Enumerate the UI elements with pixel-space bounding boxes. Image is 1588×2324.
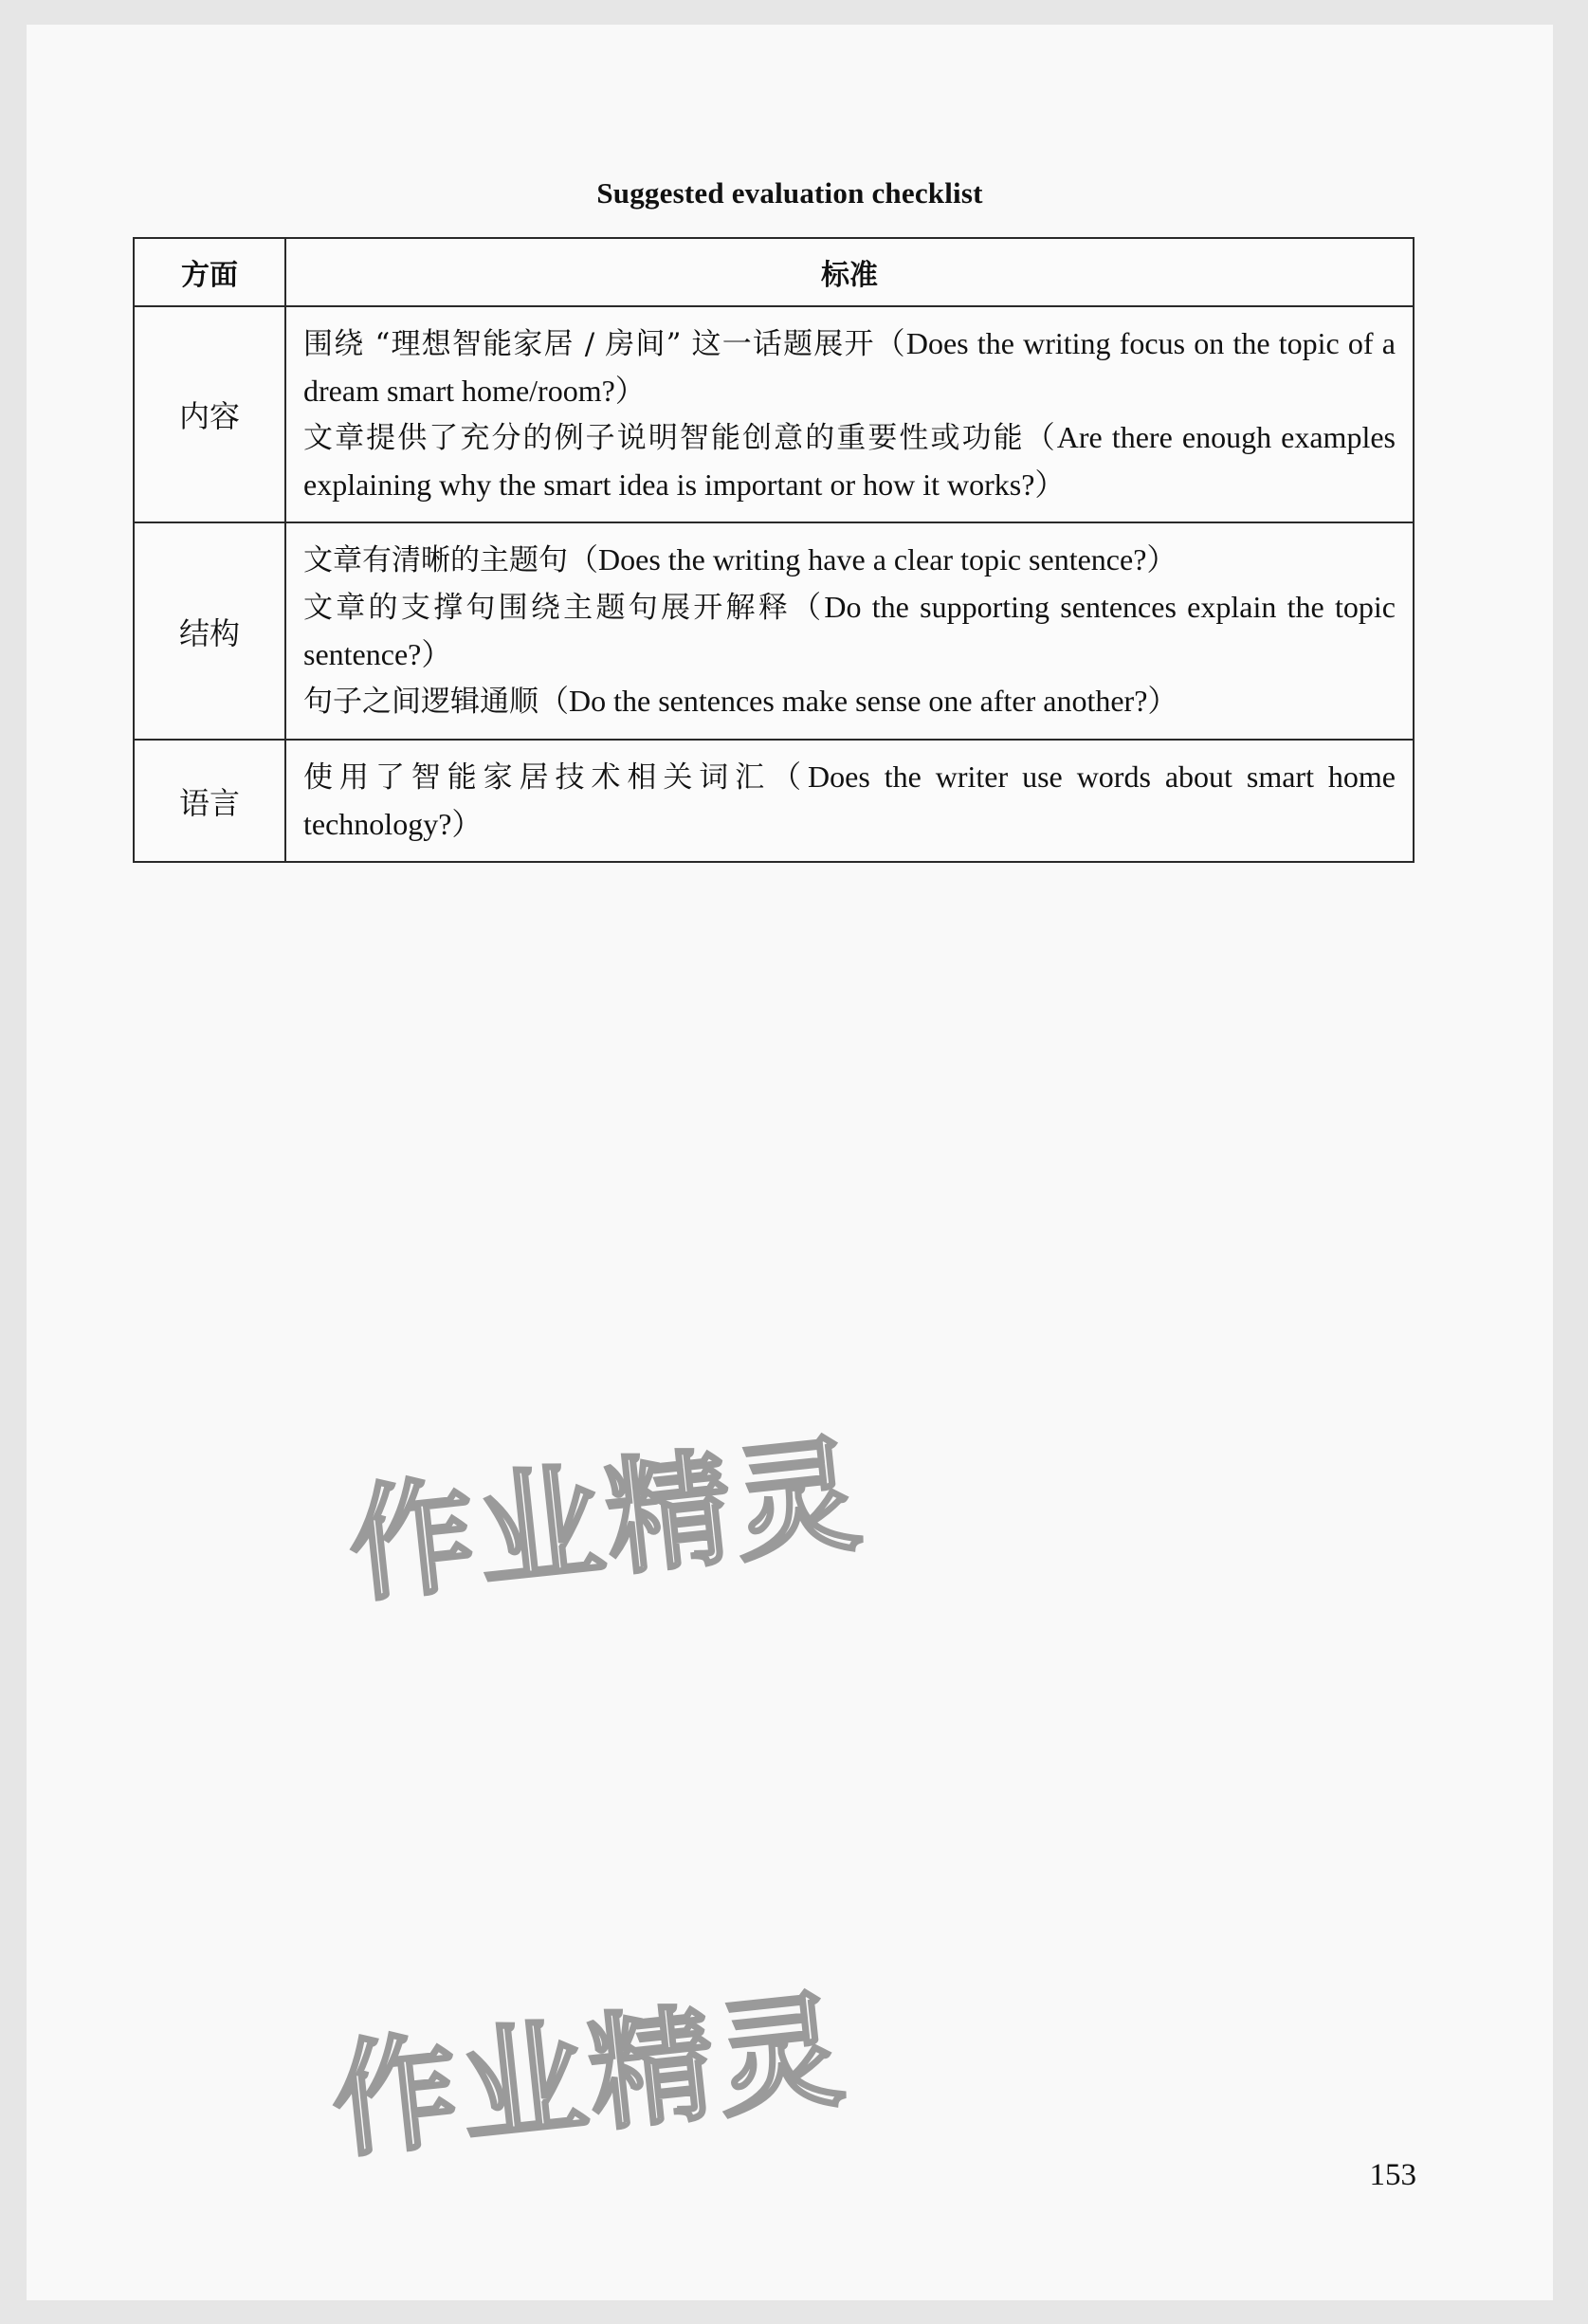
evaluation-checklist-table xyxy=(133,237,1415,863)
criteria-cell xyxy=(285,522,1414,740)
criterion-english: （Do the sentences make sense one after another?） xyxy=(538,684,1178,718)
watermark-logo: 作业精灵 xyxy=(325,1976,854,2176)
criteria-cell xyxy=(285,306,1414,522)
aspect-cell: 结构 xyxy=(134,522,285,740)
criterion-chinese: 文章提供了充分的例子说明智能创意的重要性或功能 xyxy=(303,421,1025,455)
criterion-chinese: 围绕 “理想智能家居 / 房间” 这一话题展开 xyxy=(303,327,875,361)
criterion-english: （Do the supporting sentences explain the topic sentence?） xyxy=(303,590,1396,671)
table-row-structure xyxy=(134,522,1414,740)
table-header-row xyxy=(134,238,1414,306)
criteria-cell xyxy=(285,740,1414,862)
criterion-item xyxy=(303,678,1396,725)
criterion-item xyxy=(303,584,1396,678)
criterion-chinese: 文章的支撑句围绕主题句展开解释 xyxy=(303,591,792,625)
table-row-content xyxy=(134,306,1414,522)
criterion-item xyxy=(303,414,1396,508)
aspect-cell: 语言 xyxy=(134,740,285,862)
criterion-item xyxy=(303,320,1396,414)
criterion-item xyxy=(303,537,1396,584)
criterion-english: （Does the writing have a clear topic sentence?） xyxy=(568,542,1177,576)
aspect-cell: 内容 xyxy=(134,306,285,522)
criterion-english: （Does the writer use words about smart home technology?） xyxy=(303,759,1396,841)
header-aspect: 方面 xyxy=(134,238,285,306)
watermark-logo: 作业精灵 xyxy=(342,1420,871,1620)
criterion-item xyxy=(303,754,1396,848)
table-row-language xyxy=(134,740,1414,862)
criterion-chinese: 使用了智能家居技术相关词汇 xyxy=(303,760,772,795)
header-criteria: 标准 xyxy=(285,238,1414,306)
criterion-english: （Does the writing focus on the topic of a dream smart home/room?） xyxy=(303,326,1396,408)
checklist-title: Suggested evaluation checklist xyxy=(596,176,983,210)
criterion-english: （Are there enough examples explaining why the smart idea is important or how it works?） xyxy=(303,420,1396,502)
criterion-chinese: 文章有清晰的主题句 xyxy=(303,543,568,577)
criterion-chinese: 句子之间逻辑通顺 xyxy=(303,685,538,719)
document-page xyxy=(27,25,1553,2300)
page-number: 153 xyxy=(1369,2158,1416,2192)
